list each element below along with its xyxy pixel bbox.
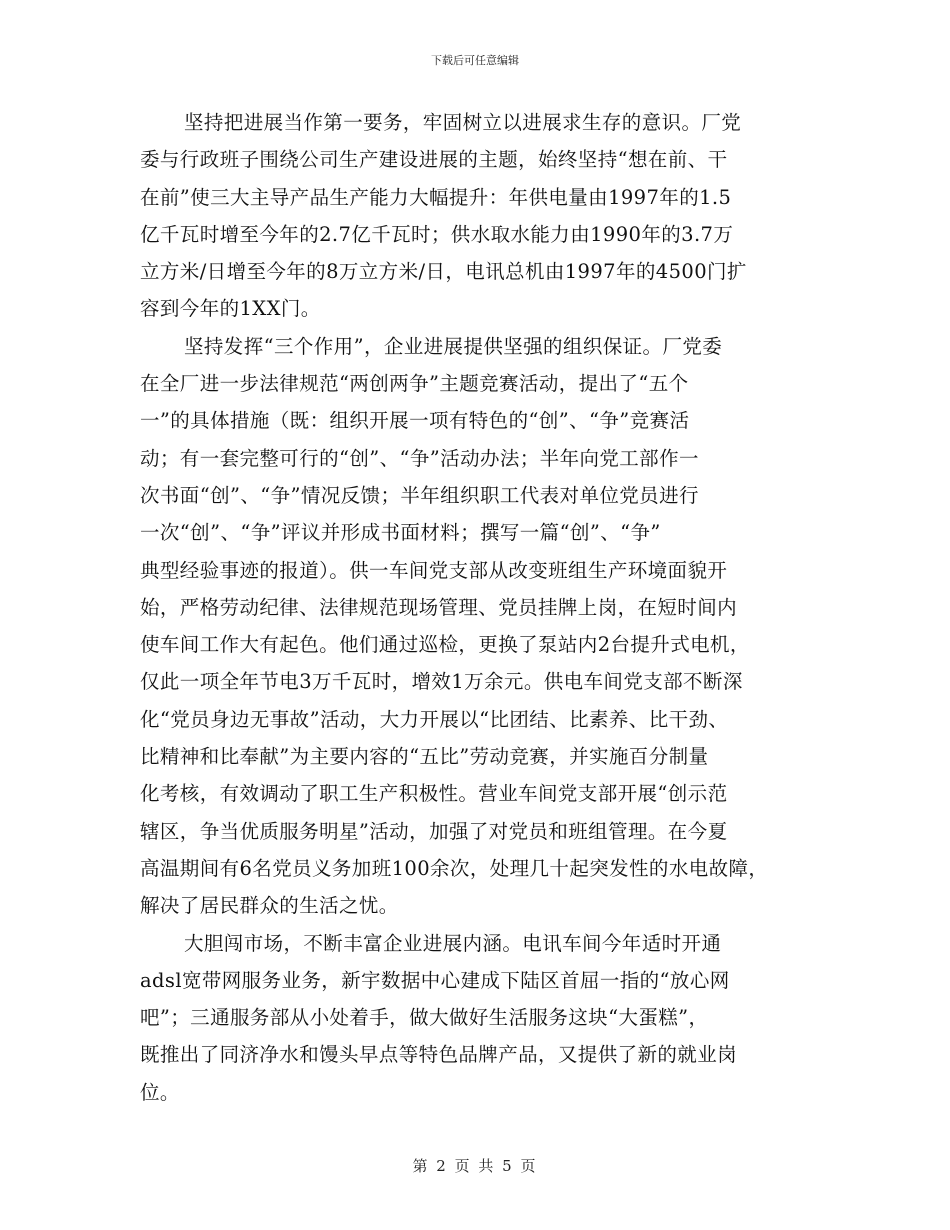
paragraph-line: 典型经验事迹的报道）。供一车间党支部从改变班组生产环境面貌开	[140, 558, 728, 582]
paragraph-line: 委与行政班子围绕公司生产建设进展的主题，始终坚持“想在前、干	[140, 148, 728, 172]
paragraph-line: 始，严格劳动纪律、法律规范现场管理、党员挂牌上岗，在短时间内	[140, 595, 738, 619]
page-header: 下载后可任意编辑	[431, 54, 519, 67]
paragraph-line: 既推出了同济净水和馒头早点等特色品牌产品，又提供了新的就业岗	[140, 1043, 738, 1067]
paragraph-line: adsl宽带网服务业务，新宇数据中心建成下陆区首屈一指的“放心网	[140, 968, 730, 992]
paragraph-line: 动；有一套完整可行的“创”、“争”活动办法；半年向党工部作一	[140, 446, 699, 470]
paragraph-line: 仅此一项全年节电3万千瓦时，增效1万余元。供电车间党支部不断深	[140, 670, 743, 694]
paragraph-3	[140, 925, 830, 1111]
paragraph-line: 在前”使三大主导产品生产能力大幅提升：年供电量由1997年的1.5	[140, 185, 732, 209]
paragraph-line: 坚持发挥“三个作用”，企业进展提供坚强的组织保证。厂党委	[184, 334, 723, 358]
paragraph-line: 使车间工作大有起色。他们通过巡检，更换了泵站内2台提升式电机，	[140, 633, 750, 657]
document-body	[140, 104, 830, 1111]
paragraph-line: 辖区，争当优质服务明星”活动，加强了对党员和班组管理。在今夏	[140, 819, 728, 843]
paragraph-line: 容到今年的1XX门。	[140, 297, 321, 321]
paragraph-line: 化考核，有效调动了职工生产积极性。营业车间党支部开展“创示范	[140, 782, 728, 806]
paragraph-line: 吧”；三通服务部从小处着手，做大做好生活服务这块“大蛋糕”，	[140, 1006, 709, 1030]
paragraph-line: 坚持把进展当作第一要务，牢固树立以进展求生存的意识。厂党	[184, 111, 742, 134]
paragraph-line: 在全厂进一步法律规范“两创两争”主题竞赛活动，提出了“五个	[140, 372, 689, 396]
paragraph-line: 一”的具体措施（既：组织开展一项有特色的“创”、“争”竞赛活	[140, 409, 690, 433]
page-number-footer: 第 2 页 共 5 页	[412, 1157, 538, 1175]
paragraph-1	[140, 104, 830, 328]
paragraph-line: 比精神和比奉献”为主要内容的“五比”劳动竞赛，并实施百分制量	[140, 745, 709, 769]
paragraph-line: 亿千瓦时增至今年的2.7亿千瓦时；供水取水能力由1990年的3.7万	[140, 222, 734, 246]
paragraph-line: 高温期间有6名党员义务加班100余次，处理几十起突发性的水电故障，	[140, 856, 769, 880]
paragraph-line: 立方米/日增至今年的8万立方米/日，电讯总机由1997年的4500门扩	[140, 260, 747, 284]
paragraph-line: 解决了居民群众的生活之忧。	[140, 894, 399, 918]
paragraph-line: 一次“创”、“争”评议并形成书面材料；撰写一篇“创”、“争”	[140, 521, 661, 545]
paragraph-line: 大胆闯市场，不断丰富企业进展内涵。电讯车间今年适时开通	[184, 931, 722, 955]
paragraph-line: 位。	[140, 1080, 180, 1104]
paragraph-2	[140, 328, 830, 925]
paragraph-line: 次书面“创”、“争”情况反馈；半年组织职工代表对单位党员进行	[140, 483, 699, 507]
paragraph-line: 化“党员身边无事故”活动，大力开展以“比团结、比素养、比干劲、	[140, 707, 729, 731]
